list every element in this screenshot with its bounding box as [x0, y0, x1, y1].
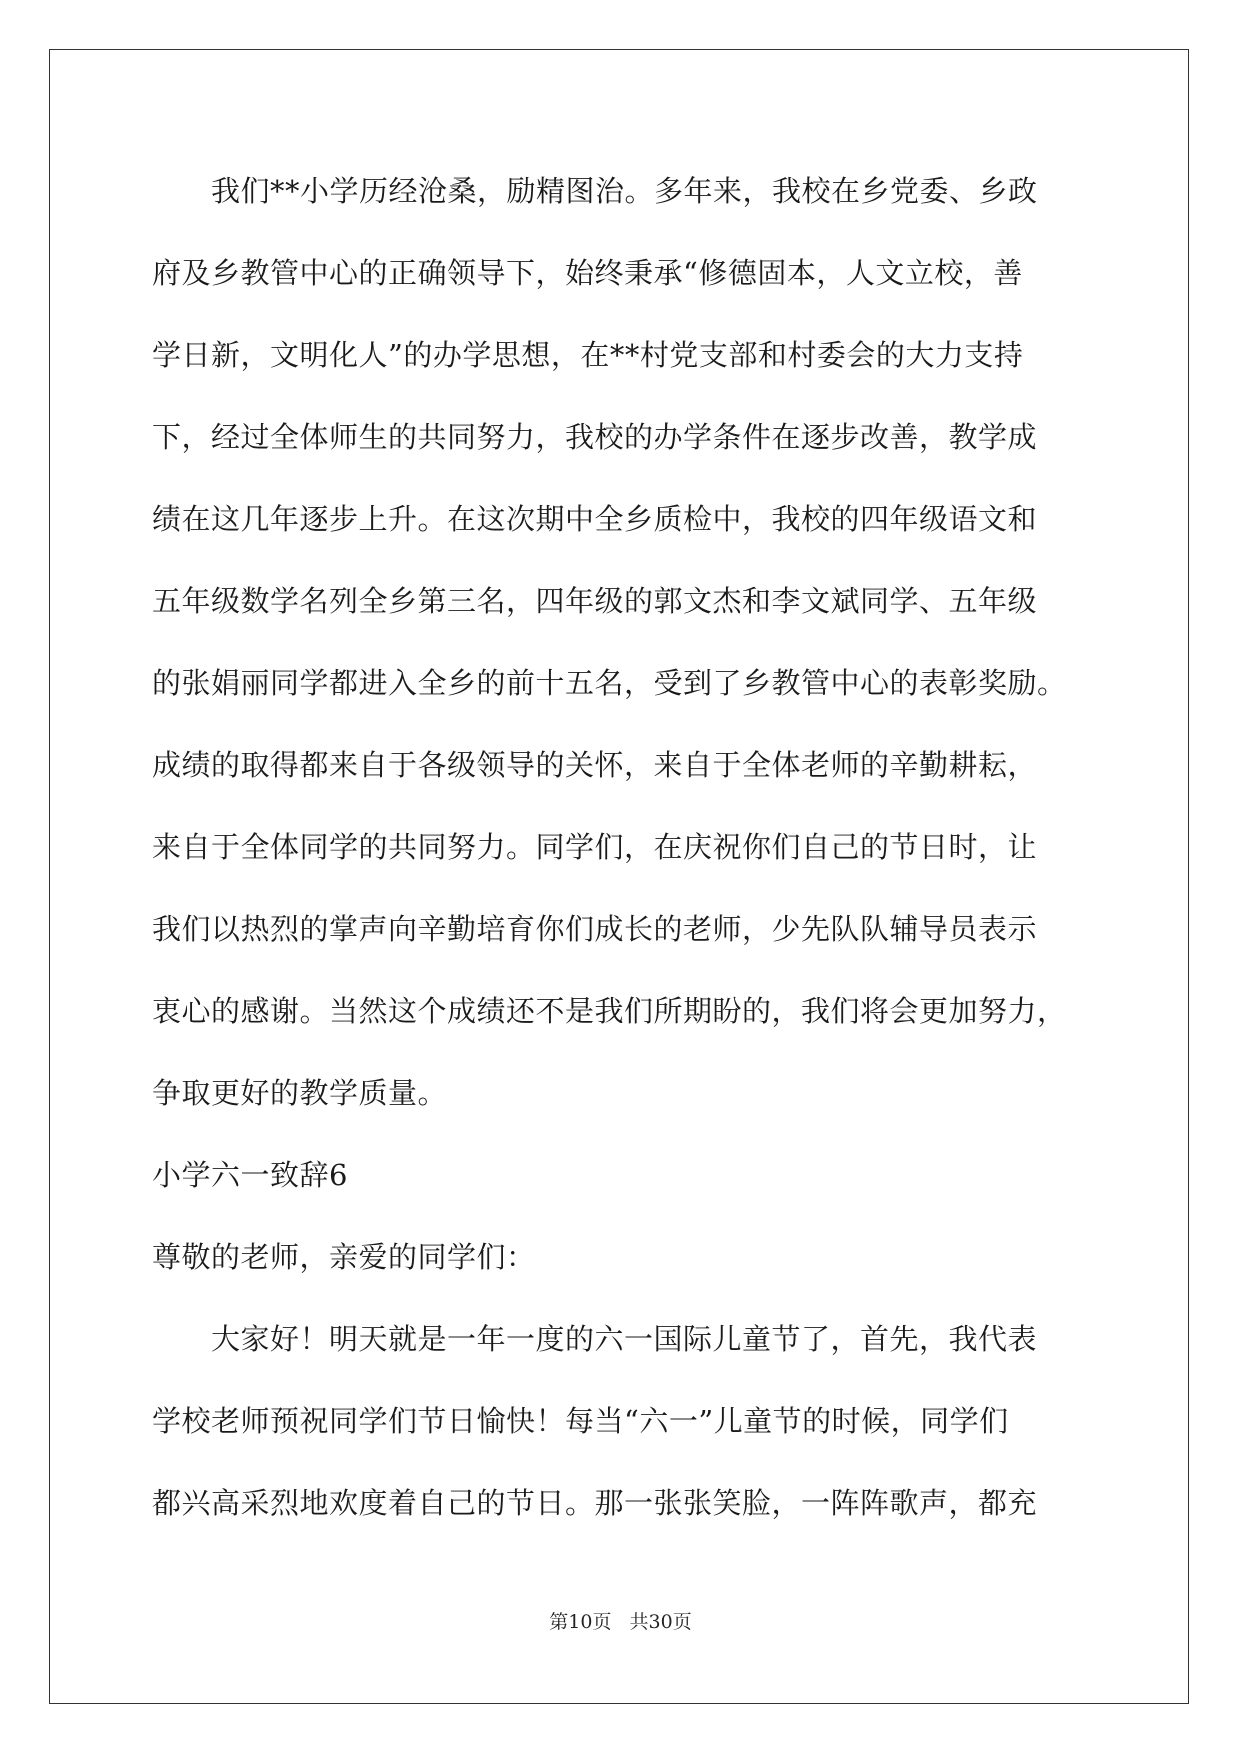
- paragraph-line: 学校老师预祝同学们节日愉快！每当“六一”儿童节的时候，同学们: [152, 1404, 1009, 1438]
- paragraph-line: 绩在这几年逐步上升。在这次期中全乡质检中，我校的四年级语文和: [152, 502, 1038, 536]
- salutation-line: 尊敬的老师，亲爱的同学们：: [152, 1240, 536, 1274]
- page-footer: [0, 1607, 1241, 1634]
- paragraph-line: 都兴高采烈地欢度着自己的节日。那一张张笑脸，一阵阵歌声，都充: [152, 1486, 1038, 1520]
- paragraph-line: 争取更好的教学质量。: [152, 1076, 448, 1110]
- paragraph-line: 府及乡教管中心的正确领导下，始终秉承“修德固本，人文立校，善: [152, 256, 1023, 290]
- paragraph-line: 学日新，文明化人”的办学思想，在**村党支部和村委会的大力支持: [152, 338, 1024, 372]
- paragraph-line: 来自于全体同学的共同努力。同学们，在庆祝你们自己的节日时，让: [152, 830, 1038, 864]
- page-number: 第10页: [549, 1611, 612, 1633]
- paragraph-line: 的张娟丽同学都进入全乡的前十五名，受到了乡教管中心的表彰奖励。: [152, 666, 1067, 700]
- document-body: [152, 150, 1092, 1544]
- paragraph-line: 成绩的取得都来自于各级领导的关怀，来自于全体老师的辛勤耕耘，: [152, 748, 1038, 782]
- paragraph-line: 衷心的感谢。当然这个成绩还不是我们所期盼的，我们将会更加努力，: [152, 994, 1067, 1028]
- paragraph-line: 大家好！明天就是一年一度的六一国际儿童节了，首先，我代表: [152, 1322, 1038, 1356]
- paragraph-line: 我们**小学历经沧桑，励精图治。多年来，我校在乡党委、乡政: [152, 174, 1038, 208]
- paragraph-line: 下，经过全体师生的共同努力，我校的办学条件在逐步改善，教学成: [152, 420, 1038, 454]
- paragraph-line: 我们以热烈的掌声向辛勤培育你们成长的老师，少先队队辅导员表示: [152, 912, 1038, 946]
- paragraph-line: 五年级数学名列全乡第三名，四年级的郭文杰和李文斌同学、五年级: [152, 584, 1038, 618]
- page-total: 共30页: [629, 1611, 692, 1633]
- section-heading: 小学六一致辞6: [152, 1158, 348, 1192]
